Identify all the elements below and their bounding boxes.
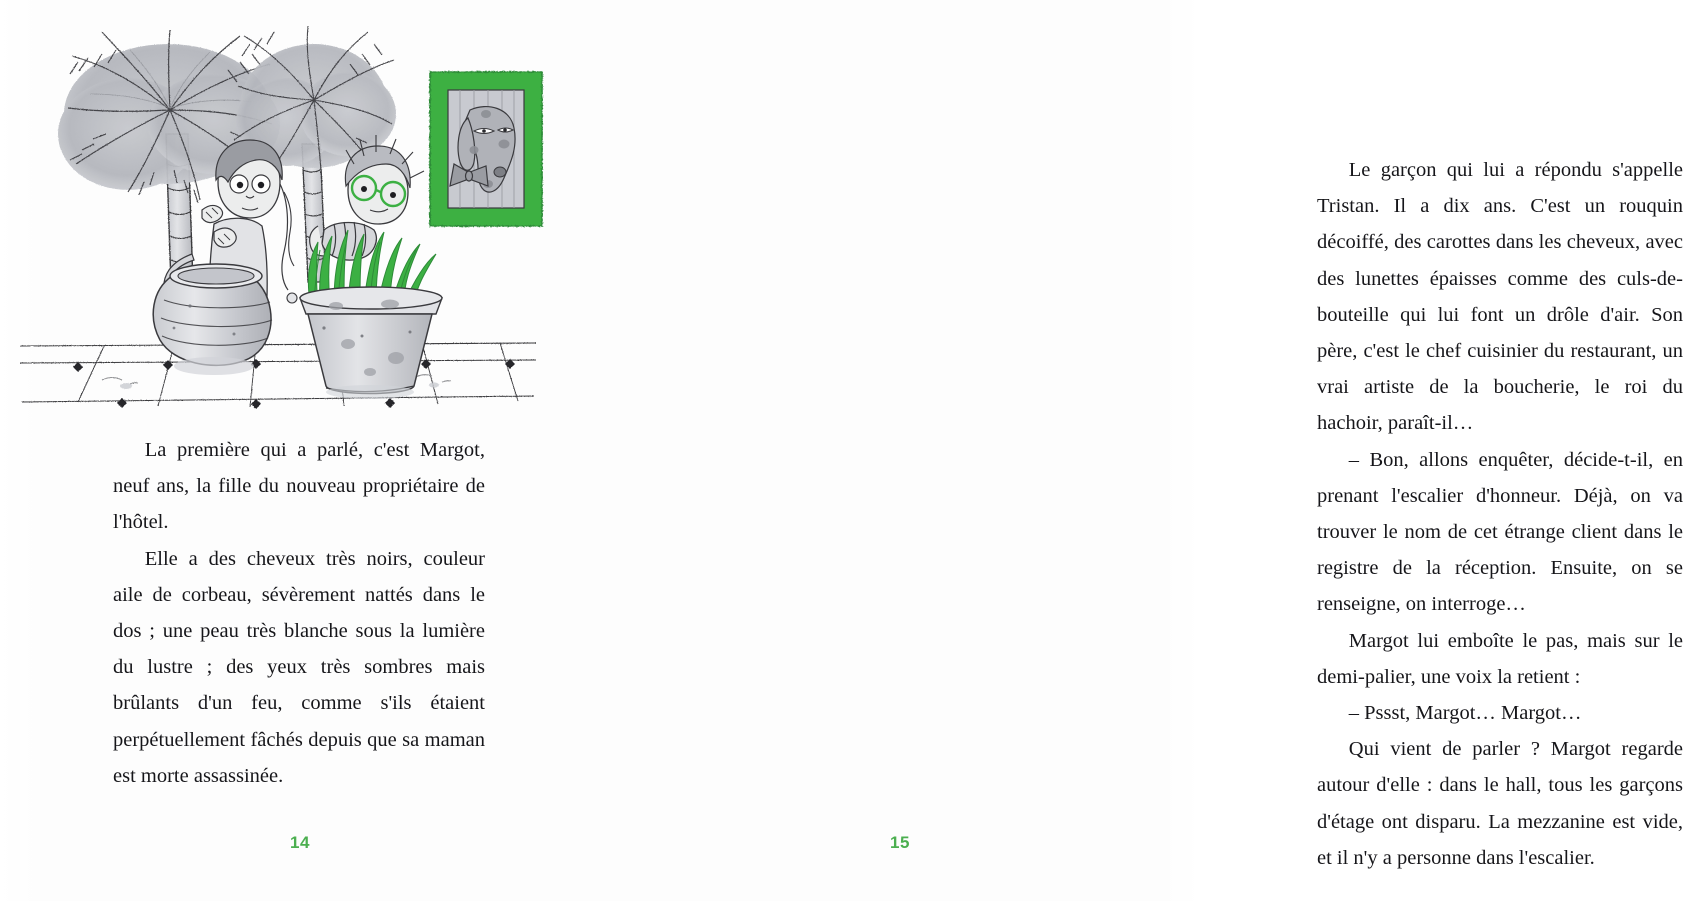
- paragraph: La première qui a parlé, c'est Margot, neuf ans, la fille du nouveau propriétaire de l'hôtel.: [113, 439, 485, 534]
- paragraph: – Pssst, Margot… Margot…: [1348, 702, 1582, 725]
- right-page: [600, 0, 1683, 901]
- paragraph: Elle a des cheveux très noirs, couleur aile de corbeau, sévèrement nattés dans le dos ; une peau très blanche sous la lumière du lustre ; des yeux très sombres mais brûlants d'un feu, comme s'ils étaient perpétuellement fâchés depuis que sa maman est morte assassinée.: [113, 547, 485, 787]
- paragraph: – Bon, allons enquêter, décide-t-il, en prenant l'escalier d'honneur. Déjà, on va trouver le nom de cet étrange client dans le registre de la réception. Ensuite, on se renseigne, on interroge…: [1317, 448, 1683, 616]
- left-page-body-text: [113, 432, 485, 794]
- paragraph: Qui vient de parler ? Margot regarde autour d'elle : dans le hall, tous les garçons d'étage ont disparu. La mezzanine est vide, et il n'y a personne dans l'escalier.: [1317, 738, 1683, 869]
- framed-dog-portrait: [430, 72, 542, 226]
- paragraph: Margot lui emboîte le pas, mais sur le demi-palier, une voix la retient :: [1317, 629, 1683, 688]
- right-page-body-text: [1317, 152, 1683, 876]
- illustration-children-behind-palms: [18, 14, 538, 424]
- left-page: [0, 0, 600, 901]
- page-number-right: 15: [890, 833, 910, 852]
- tiled-floor: [20, 343, 536, 409]
- page-number-left: 14: [290, 833, 310, 852]
- paragraph: Le garçon qui lui a répondu s'appelle Tristan. Il a dix ans. C'est un rouquin décoiffé, des carottes dans les cheveux, avec des lunettes épaisses comme des culs-de-bouteille qui lui font un drôle d'air. Son père, c'est le chef cuisinier du restaurant, un vrai artiste de la boucherie, le roi du hachoir, paraît-il…: [1317, 159, 1683, 435]
